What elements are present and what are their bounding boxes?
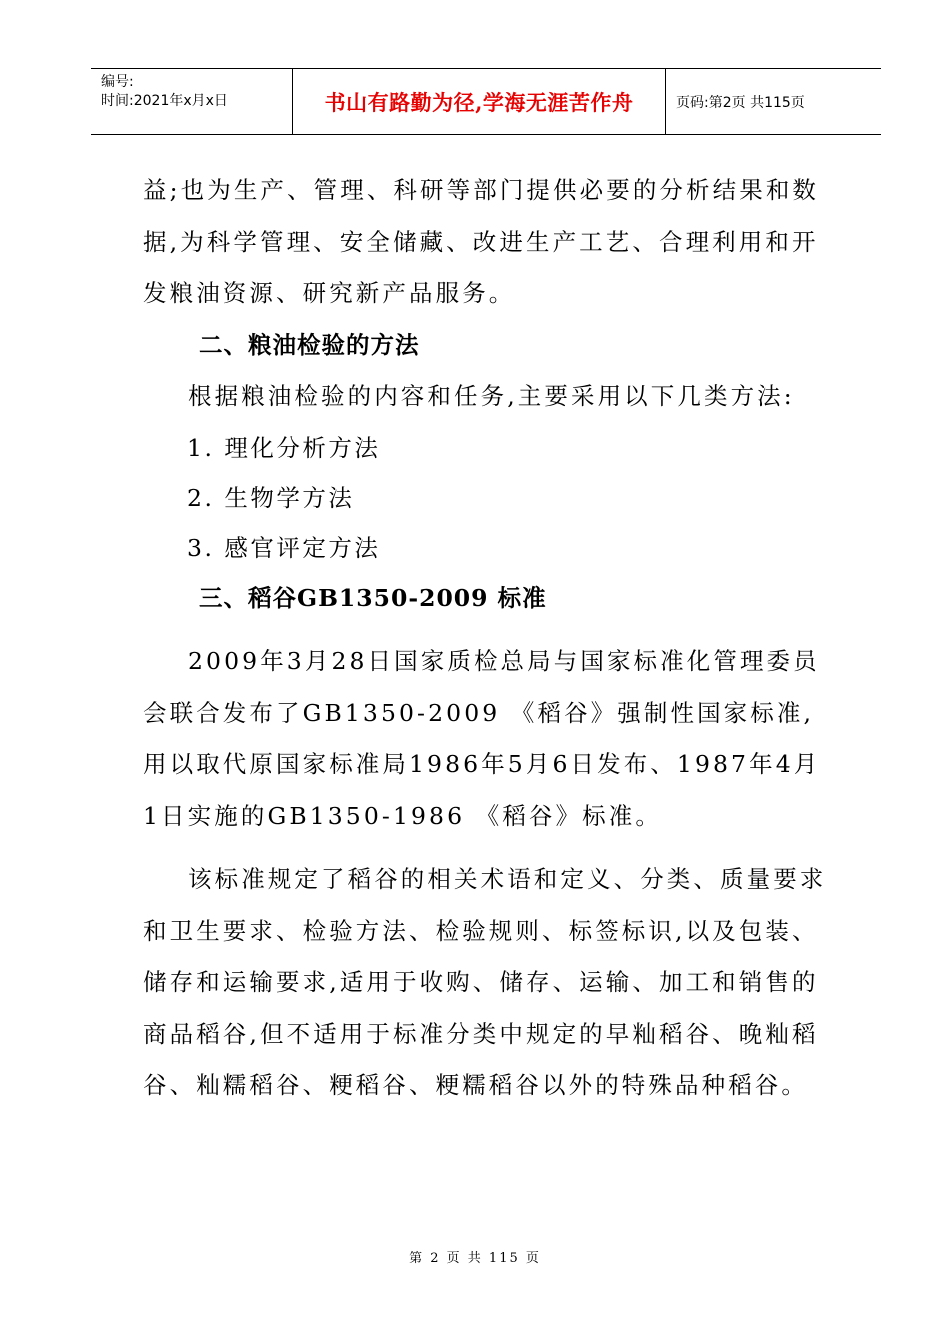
page-footer: 第 2 页 共 115 页 bbox=[409, 1251, 541, 1266]
paragraph-4: 该标准规定了稻谷的相关术语和定义、分类、质量要求和卫生要求、检验方法、检验规则、标签标识,以及包装、储存和运输要求,适用于收购、储存、运输、加工和销售的商品稻谷,但不适用于标准分类中规定的早籼稻谷、晚籼稻谷、籼糯稻谷、粳稻谷、粳糯稻谷以外的特殊品种稻谷。 bbox=[143, 865, 827, 1099]
paragraph-3: 2009年3月28日国家质检总局与国家标准化管理委员会联合发布了GB1350-2009 《稻谷》强制性国家标准,用以取代原国家标准局1986年5月6日发布、1987年4月1日实施的GB1350-1986 《稻谷》标准。 bbox=[143, 647, 821, 830]
list-item: 2. 生物学方法 bbox=[187, 483, 355, 512]
section-heading-2: 二、粮油检验的方法 bbox=[199, 330, 420, 359]
list-item: 1. 理化分析方法 bbox=[187, 433, 381, 462]
paragraph-2: 根据粮油检验的内容和任务,主要采用以下几类方法: bbox=[188, 382, 795, 410]
header-motto: 书山有路勤为径,学海无涯苦作舟 bbox=[293, 69, 666, 134]
header-meta bbox=[91, 69, 293, 134]
section-heading-3: 三、稻谷GB1350-2009 标准 bbox=[199, 583, 547, 612]
page-header bbox=[91, 68, 881, 135]
list-item: 3. 感官评定方法 bbox=[187, 533, 381, 562]
document-number: 编号: bbox=[101, 74, 134, 90]
document-time: 时间:2021年x月x日 bbox=[101, 93, 228, 109]
document-body bbox=[143, 165, 831, 1112]
header-page-number: 页码:第2页 共115页 bbox=[676, 94, 805, 111]
paragraph-1: 益;也为生产、管理、科研等部门提供必要的分析结果和数据,为科学管理、安全储藏、改进生产工艺、合理利用和开发粮油资源、研究新产品服务。 bbox=[143, 176, 820, 307]
